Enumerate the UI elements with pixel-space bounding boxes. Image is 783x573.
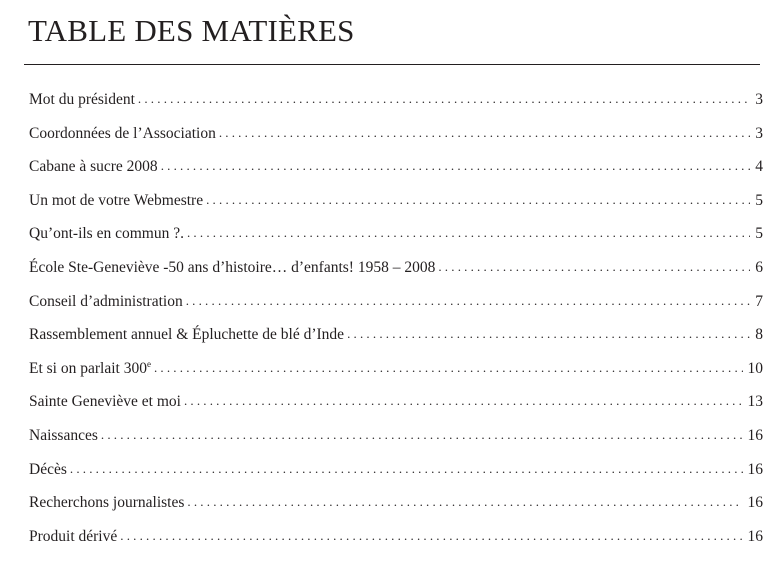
toc-entry-page: 16 xyxy=(747,494,763,512)
dot-leader xyxy=(347,322,750,346)
toc-entry-title: Un mot de votre Webmestre xyxy=(29,191,204,209)
toc-entry-page: 8 xyxy=(755,326,763,344)
toc-entry-page: 16 xyxy=(747,460,763,478)
dot-leader xyxy=(70,457,743,481)
superscript: e xyxy=(146,358,151,369)
toc-entry[interactable] xyxy=(29,323,763,357)
dot-leader xyxy=(154,356,743,380)
toc-entry[interactable] xyxy=(29,222,763,256)
toc-entry-title: Qu’ont-ils en commun ?. xyxy=(29,225,184,243)
toc-entry-title: Rassemblement annuel & Épluchette de blé d’Inde xyxy=(29,326,345,344)
toc-entry-title: Mot du président xyxy=(29,91,135,108)
dot-leader xyxy=(219,121,750,145)
toc-entry-page: 5 xyxy=(755,225,763,243)
table-of-contents xyxy=(29,88,763,558)
toc-entry-title: Naissances xyxy=(29,426,98,444)
toc-entry-page: 3 xyxy=(755,91,763,108)
toc-entry-title: Sainte Geneviève et moi xyxy=(29,393,181,411)
toc-entry[interactable] xyxy=(29,525,763,559)
toc-entry[interactable] xyxy=(29,122,763,156)
dot-leader xyxy=(184,389,743,413)
toc-entry-page: 4 xyxy=(755,158,763,176)
toc-entry[interactable] xyxy=(29,491,763,525)
toc-entry[interactable] xyxy=(29,424,763,458)
toc-entry-title: Conseil d’administration xyxy=(29,292,183,310)
dot-leader xyxy=(438,255,750,279)
toc-entry[interactable] xyxy=(29,290,763,324)
toc-entry-page: 10 xyxy=(747,359,763,377)
dot-leader xyxy=(138,87,750,111)
toc-entry-title: École Ste-Geneviève -50 ans d’histoire… d’enfants! 1958 – 2008 xyxy=(29,258,436,276)
toc-entry-page: 13 xyxy=(747,393,763,411)
toc-entry-title: Cabane à sucre 2008 xyxy=(29,158,158,176)
toc-entry-title: Coordonnées de l’Association xyxy=(29,124,216,142)
toc-entry-page: 16 xyxy=(747,527,763,545)
title-divider xyxy=(24,64,760,65)
dot-leader xyxy=(161,154,750,178)
toc-entry[interactable] xyxy=(29,256,763,290)
dot-leader xyxy=(186,289,750,313)
dot-leader xyxy=(187,490,742,514)
toc-entry-page: 16 xyxy=(747,426,763,444)
toc-entry[interactable] xyxy=(29,88,763,122)
toc-entry[interactable] xyxy=(29,155,763,189)
toc-entry-page: 3 xyxy=(755,124,763,142)
dot-leader xyxy=(206,188,750,212)
toc-entry-title: Produit dérivé xyxy=(29,527,118,545)
toc-entry-title: Décès xyxy=(29,460,67,478)
toc-entry-page: 7 xyxy=(755,292,763,310)
toc-entry-page: 5 xyxy=(755,191,763,209)
toc-entry-title: Recherchons journalistes xyxy=(29,494,185,512)
toc-entry-page: 6 xyxy=(755,258,763,276)
dot-leader xyxy=(101,423,743,447)
dot-leader xyxy=(187,221,750,245)
toc-entry-title: Et si on parlait 300e xyxy=(29,358,151,377)
toc-entry[interactable] xyxy=(29,390,763,424)
toc-entry[interactable] xyxy=(29,189,763,223)
page-title: TABLE DES MATIÈRES xyxy=(28,13,355,48)
toc-entry[interactable] xyxy=(29,458,763,492)
dot-leader xyxy=(120,524,742,548)
toc-entry[interactable] xyxy=(29,357,763,391)
